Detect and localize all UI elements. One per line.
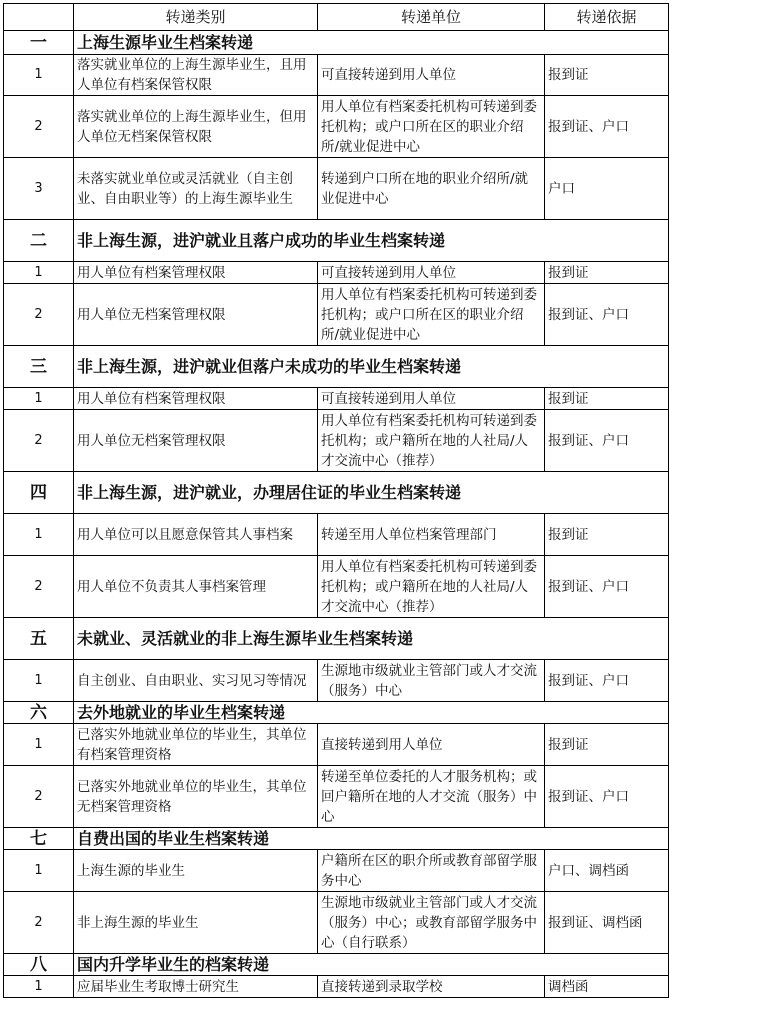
table-row <box>4 892 669 954</box>
row-number: 1 <box>4 55 74 96</box>
transfer-category: 上海生源的毕业生 <box>74 850 318 892</box>
transfer-basis: 户口 <box>545 158 669 220</box>
table-row <box>4 724 669 766</box>
section-title: 非上海生源，进沪就业但落户未成功的毕业生档案转递 <box>74 346 669 388</box>
section-row <box>4 346 669 388</box>
transfer-category: 用人单位可以且愿意保管其人事档案 <box>74 514 318 556</box>
transfer-basis: 报到证、户口 <box>545 284 669 346</box>
transfer-unit: 可直接转递到用人单位 <box>318 55 545 96</box>
transfer-category: 用人单位无档案管理权限 <box>74 410 318 472</box>
table-row <box>4 976 669 998</box>
transfer-basis: 报到证、户口 <box>545 766 669 828</box>
transfer-basis: 报到证、户口 <box>545 96 669 158</box>
table-row <box>4 158 669 220</box>
transfer-category: 自主创业、自由职业、实习见习等情况 <box>74 660 318 702</box>
table-row <box>4 514 669 556</box>
transfer-basis: 报到证 <box>545 262 669 284</box>
transfer-category: 用人单位无档案管理权限 <box>74 284 318 346</box>
section-number: 七 <box>4 828 74 850</box>
transfer-unit: 用人单位有档案委托机构可转递到委托机构；或户口所在区的职业介绍所/就业促进中心 <box>318 96 545 158</box>
section-number: 八 <box>4 954 74 976</box>
transfer-unit: 直接转递到用人单位 <box>318 724 545 766</box>
transfer-unit: 可直接转递到用人单位 <box>318 388 545 410</box>
section-number: 一 <box>4 31 74 55</box>
transfer-unit: 转递到户口所在地的职业介绍所/就业促进中心 <box>318 158 545 220</box>
section-row <box>4 220 669 262</box>
transfer-basis: 报到证、调档函 <box>545 892 669 954</box>
row-number: 2 <box>4 410 74 472</box>
row-number: 1 <box>4 850 74 892</box>
row-number: 2 <box>4 766 74 828</box>
transfer-category: 非上海生源的毕业生 <box>74 892 318 954</box>
transfer-basis: 报到证 <box>545 724 669 766</box>
table-row <box>4 388 669 410</box>
transfer-category: 落实就业单位的上海生源毕业生，且用人单位有档案保管权限 <box>74 55 318 96</box>
section-row <box>4 618 669 660</box>
section-title: 自费出国的毕业生档案转递 <box>74 828 669 850</box>
archive-transfer-table <box>3 3 669 998</box>
transfer-basis: 调档函 <box>545 976 669 998</box>
table-row <box>4 660 669 702</box>
row-number: 1 <box>4 660 74 702</box>
table-row <box>4 262 669 284</box>
section-number: 四 <box>4 472 74 514</box>
table-row <box>4 410 669 472</box>
section-number: 五 <box>4 618 74 660</box>
transfer-unit: 用人单位有档案委托机构可转递到委托机构；或户籍所在地的人社局/人才交流中心（推荐） <box>318 556 545 618</box>
table-row <box>4 96 669 158</box>
table-row <box>4 556 669 618</box>
section-row <box>4 702 669 724</box>
transfer-basis: 报到证 <box>545 55 669 96</box>
table-row <box>4 850 669 892</box>
transfer-category: 已落实外地就业单位的毕业生，其单位有档案管理资格 <box>74 724 318 766</box>
transfer-category: 已落实外地就业单位的毕业生，其单位无档案管理资格 <box>74 766 318 828</box>
transfer-unit: 转递至单位委托的人才服务机构；或回户籍所在地的人才交流（服务）中心 <box>318 766 545 828</box>
section-row <box>4 472 669 514</box>
row-number: 3 <box>4 158 74 220</box>
row-number: 2 <box>4 556 74 618</box>
header-row <box>4 4 669 31</box>
header-category: 转递类别 <box>74 4 318 31</box>
row-number: 2 <box>4 284 74 346</box>
section-number: 六 <box>4 702 74 724</box>
transfer-unit: 可直接转递到用人单位 <box>318 262 545 284</box>
section-title: 非上海生源，进沪就业，办理居住证的毕业生档案转递 <box>74 472 669 514</box>
transfer-category: 落实就业单位的上海生源毕业生，但用人单位无档案保管权限 <box>74 96 318 158</box>
table-body <box>4 4 669 998</box>
row-number: 1 <box>4 514 74 556</box>
transfer-category: 应届毕业生考取博士研究生 <box>74 976 318 998</box>
row-number: 1 <box>4 976 74 998</box>
row-number: 1 <box>4 724 74 766</box>
table-row <box>4 55 669 96</box>
transfer-unit: 用人单位有档案委托机构可转递到委托机构；或户口所在区的职业介绍所/就业促进中心 <box>318 284 545 346</box>
section-title: 非上海生源，进沪就业且落户成功的毕业生档案转递 <box>74 220 669 262</box>
section-title: 未就业、灵活就业的非上海生源毕业生档案转递 <box>74 618 669 660</box>
transfer-basis: 报到证 <box>545 388 669 410</box>
row-number: 2 <box>4 892 74 954</box>
transfer-unit: 生源地市级就业主管部门或人才交流（服务）中心；或教育部留学服务中心（自行联系） <box>318 892 545 954</box>
transfer-basis: 报到证、户口 <box>545 410 669 472</box>
transfer-unit: 用人单位有档案委托机构可转递到委托机构；或户籍所在地的人社局/人才交流中心（推荐） <box>318 410 545 472</box>
header-basis: 转递依据 <box>545 4 669 31</box>
transfer-basis: 报到证、户口 <box>545 660 669 702</box>
transfer-unit: 转递至用人单位档案管理部门 <box>318 514 545 556</box>
section-number: 二 <box>4 220 74 262</box>
transfer-unit: 生源地市级就业主管部门或人才交流（服务）中心 <box>318 660 545 702</box>
section-row <box>4 954 669 976</box>
section-title: 国内升学毕业生的档案转递 <box>74 954 669 976</box>
section-row <box>4 828 669 850</box>
transfer-category: 用人单位有档案管理权限 <box>74 388 318 410</box>
section-number: 三 <box>4 346 74 388</box>
section-title: 上海生源毕业生档案转递 <box>74 31 669 55</box>
table-row <box>4 284 669 346</box>
transfer-basis: 报到证、户口 <box>545 556 669 618</box>
section-row <box>4 31 669 55</box>
transfer-unit: 直接转递到录取学校 <box>318 976 545 998</box>
transfer-category: 未落实就业单位或灵活就业（自主创业、自由职业等）的上海生源毕业生 <box>74 158 318 220</box>
transfer-category: 用人单位有档案管理权限 <box>74 262 318 284</box>
transfer-basis: 报到证 <box>545 514 669 556</box>
row-number: 2 <box>4 96 74 158</box>
row-number: 1 <box>4 262 74 284</box>
section-title: 去外地就业的毕业生档案转递 <box>74 702 669 724</box>
transfer-unit: 户籍所在区的职介所或教育部留学服务中心 <box>318 850 545 892</box>
table-row <box>4 766 669 828</box>
header-blank <box>4 4 74 31</box>
transfer-category: 用人单位不负责其人事档案管理 <box>74 556 318 618</box>
row-number: 1 <box>4 388 74 410</box>
transfer-basis: 户口、调档函 <box>545 850 669 892</box>
header-unit: 转递单位 <box>318 4 545 31</box>
